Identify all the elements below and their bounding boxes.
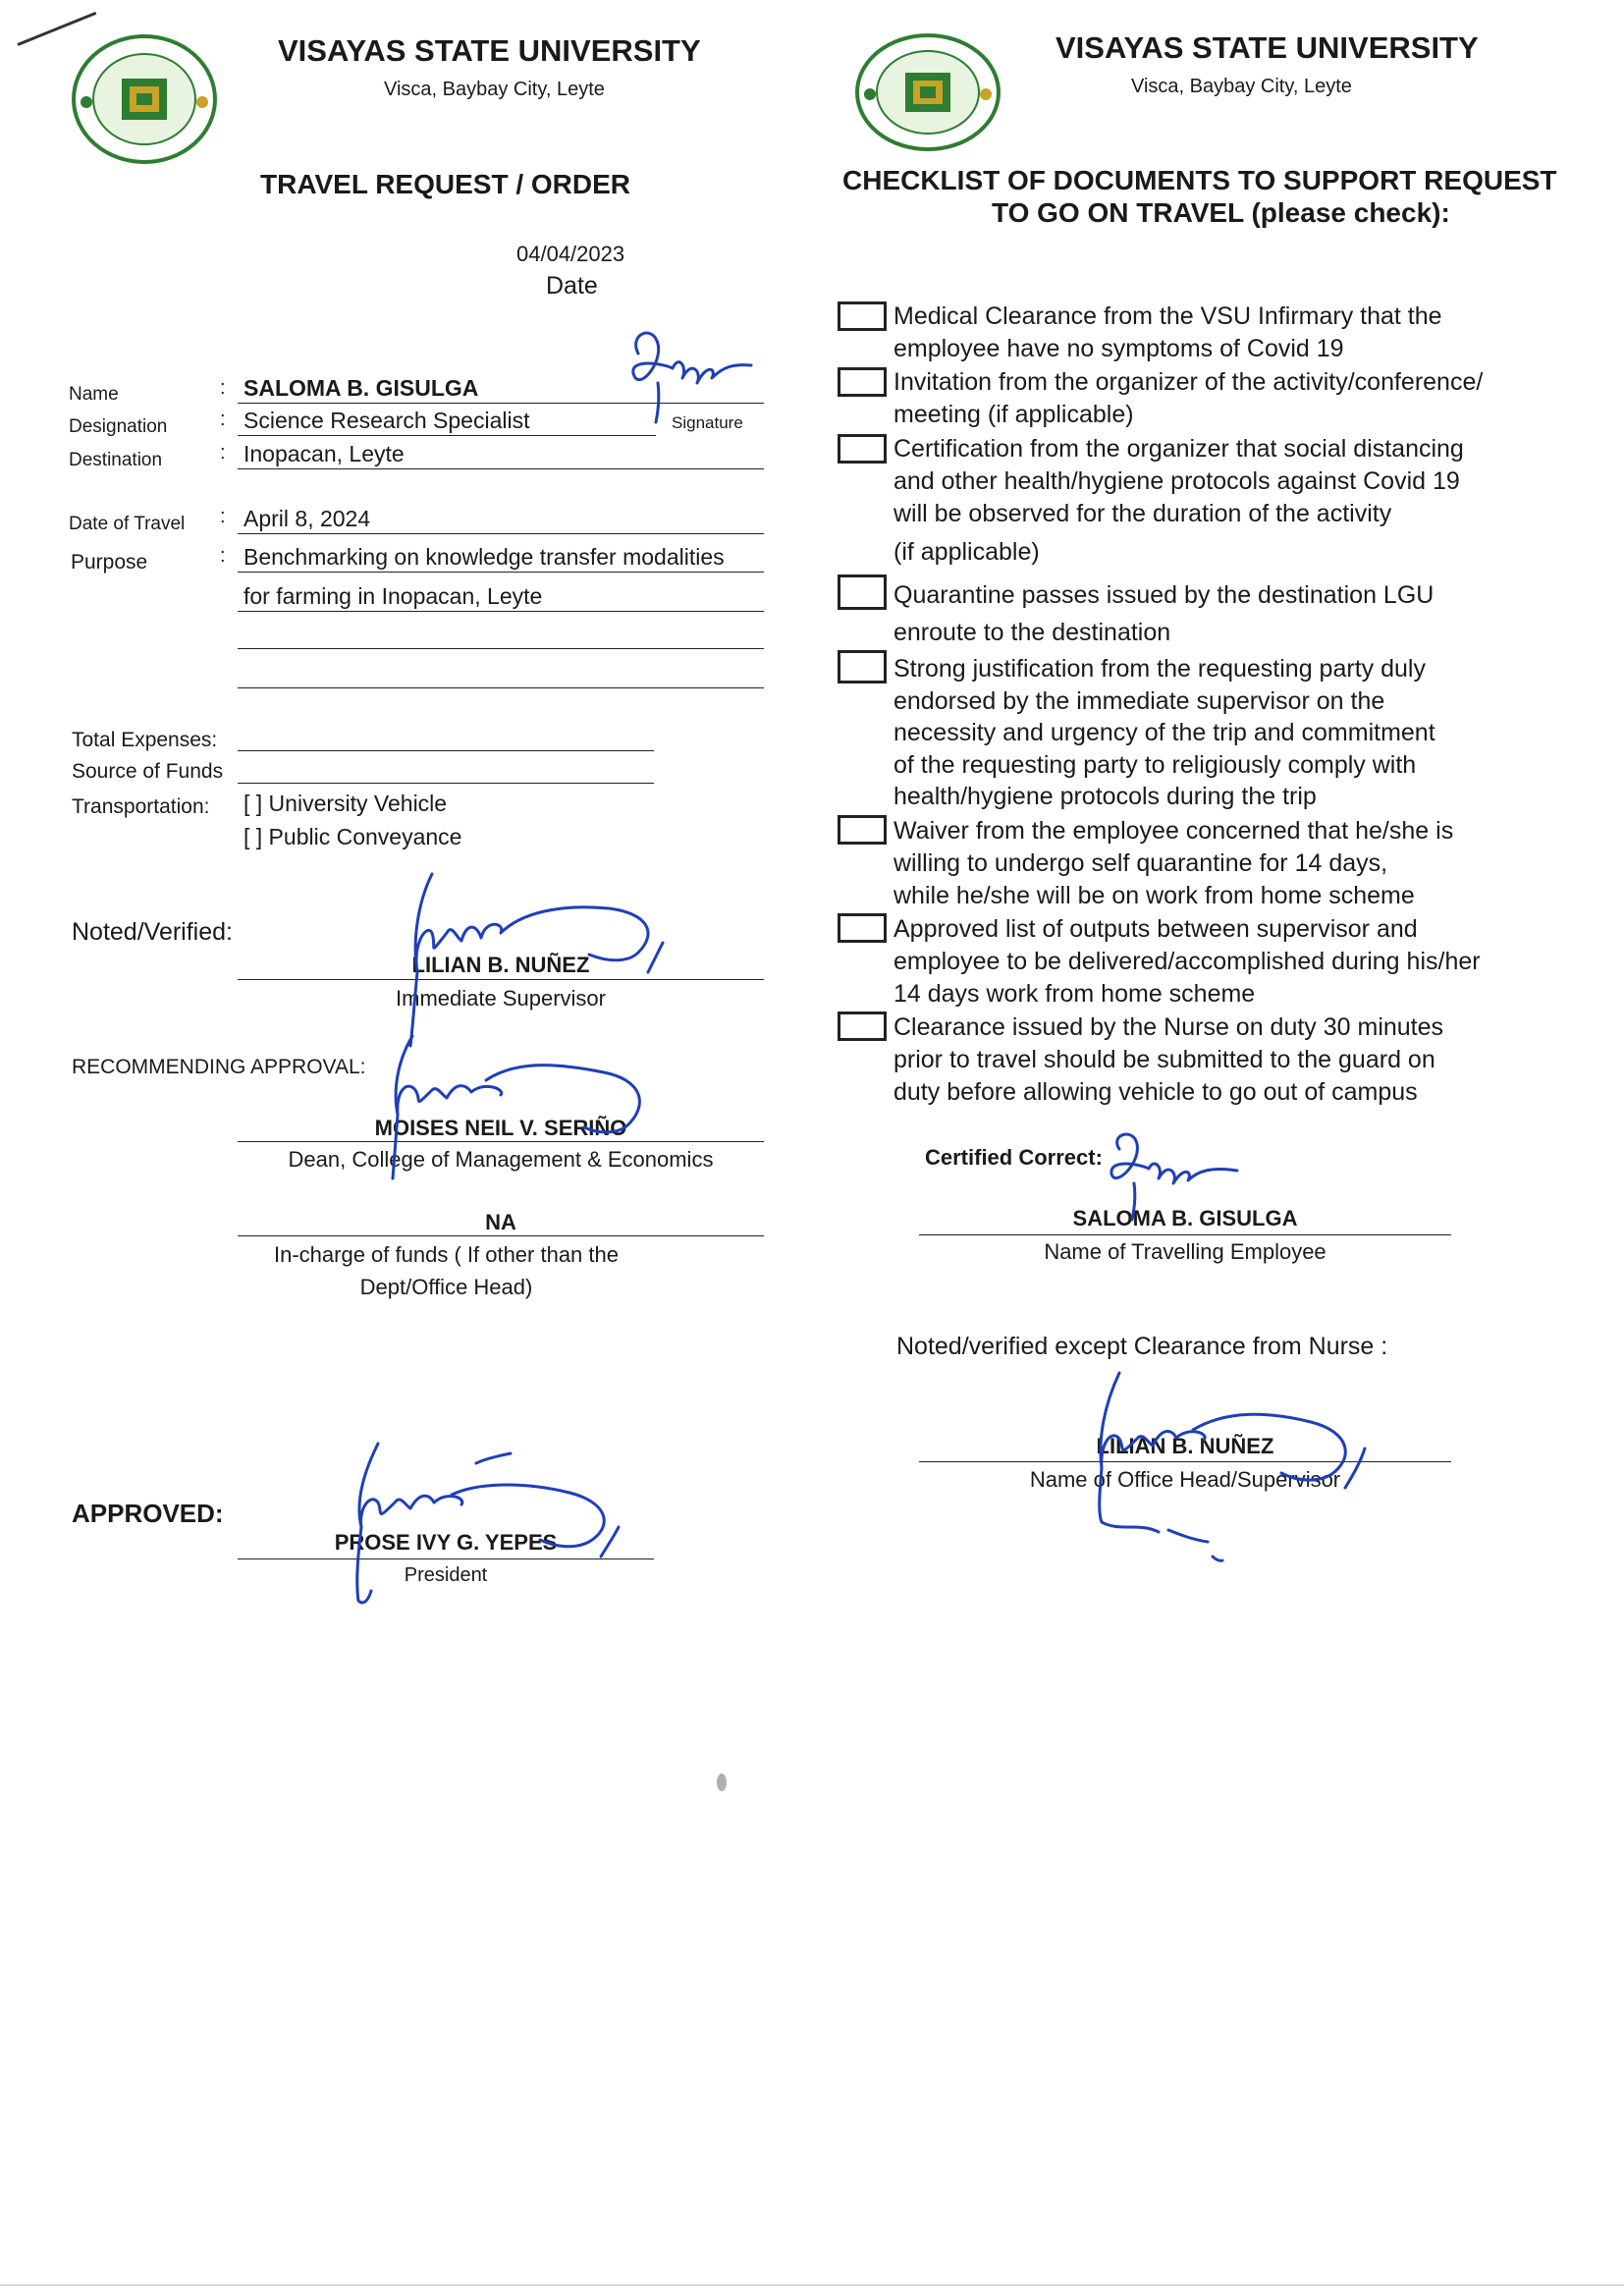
checklist-checkbox-6[interactable] bbox=[838, 815, 887, 845]
purpose-underline-1 bbox=[238, 572, 764, 573]
total-expenses-line bbox=[238, 750, 654, 751]
scan-speck bbox=[717, 1774, 727, 1791]
checklist-item-6: Waiver from the employee concerned that he/she is willing to undergo self quarantine for 14 days, while he/she will be on work from home scheme bbox=[893, 817, 1454, 909]
checklist-item-3: Certification from the organizer that social distancing and other health/hygiene protocols against Covid 19 will be observed for the duration of the activity (if applicable) bbox=[893, 435, 1464, 566]
date-of-travel-value: April 8, 2024 bbox=[244, 506, 371, 531]
travelling-employee-title: Name of Travelling Employee bbox=[1044, 1239, 1326, 1264]
funds-in-charge-title-1: In-charge of funds ( If other than the bbox=[274, 1242, 619, 1267]
checklist-item-2: Invitation from the organizer of the activity/conference/ meeting (if applicable) bbox=[893, 368, 1484, 428]
transport-option-public-conveyance: [ ] Public Conveyance bbox=[244, 824, 462, 849]
purpose-underline-4 bbox=[238, 687, 764, 688]
office-head-name: LILIAN B. NUÑEZ bbox=[1096, 1434, 1274, 1458]
name-value: SALOMA B. GISULGA bbox=[244, 375, 479, 401]
purpose-underline-3 bbox=[238, 648, 764, 649]
checklist-checkbox-3[interactable] bbox=[838, 434, 887, 464]
signature-gisulga-top bbox=[619, 324, 766, 432]
supervisor-title: Immediate Supervisor bbox=[396, 986, 606, 1011]
signature-nunez-left bbox=[393, 864, 687, 1051]
university-name-right: VISAYAS STATE UNIVERSITY bbox=[1056, 30, 1479, 65]
university-address-right: Visca, Baybay City, Leyte bbox=[1131, 76, 1352, 97]
checklist-checkbox-1[interactable] bbox=[838, 301, 887, 331]
form-date-value: 04/04/2023 bbox=[516, 242, 625, 266]
purpose-colon: : bbox=[220, 545, 226, 567]
checklist-checkbox-5[interactable] bbox=[838, 650, 887, 683]
travelling-employee-line bbox=[919, 1234, 1451, 1235]
noted-verified-except-label: Noted/verified except Clearance from Nurse : bbox=[896, 1333, 1388, 1360]
transport-option-university-vehicle: [ ] University Vehicle bbox=[244, 791, 448, 816]
form-title: TRAVEL REQUEST / ORDER bbox=[260, 169, 631, 199]
signature-nunez-office-head bbox=[1080, 1365, 1375, 1581]
purpose-label: Purpose bbox=[71, 551, 148, 574]
university-seal-left bbox=[71, 33, 218, 165]
destination-label: Destination bbox=[69, 450, 163, 470]
funds-in-charge-value: NA bbox=[485, 1210, 516, 1234]
university-seal-right bbox=[854, 31, 1001, 153]
name-label: Name bbox=[69, 384, 119, 405]
funds-in-charge-title-2: Dept/Office Head) bbox=[359, 1275, 533, 1299]
designation-label: Designation bbox=[69, 416, 168, 437]
date-of-travel-line bbox=[238, 533, 764, 534]
checklist-title-line-2: TO GO ON TRAVEL (please check): bbox=[992, 197, 1450, 228]
checklist-checkbox-7[interactable] bbox=[838, 913, 887, 943]
office-head-title: Name of Office Head/Supervisor bbox=[1029, 1467, 1341, 1492]
approved-label: APPROVED: bbox=[72, 1499, 224, 1528]
page-bottom-edge bbox=[0, 2284, 1624, 2286]
signature-gisulga-certified bbox=[1090, 1129, 1247, 1228]
noted-verified-label: Noted/Verified: bbox=[72, 918, 233, 946]
designation-colon: : bbox=[220, 409, 226, 430]
checklist-item-8: Clearance issued by the Nurse on duty 30 minutes prior to travel should be submitted to the guard on duty before allowing vehicle to go out of campus bbox=[893, 1013, 1444, 1106]
date-of-travel-colon: : bbox=[220, 506, 226, 527]
signature-label: Signature bbox=[672, 413, 743, 432]
dean-name: MOISES NEIL V. SERIÑO bbox=[374, 1116, 627, 1140]
transportation-label: Transportation: bbox=[72, 795, 210, 818]
total-expenses-label: Total Expenses: bbox=[72, 729, 218, 751]
source-of-funds-label: Source of Funds bbox=[72, 760, 224, 783]
destination-line bbox=[238, 468, 764, 469]
president-name: PROSE IVY G. YEPES bbox=[334, 1530, 558, 1555]
university-name-left: VISAYAS STATE UNIVERSITY bbox=[278, 33, 701, 68]
funds-in-charge-line bbox=[238, 1235, 764, 1236]
source-of-funds-line bbox=[238, 783, 654, 784]
date-of-travel-label: Date of Travel bbox=[69, 514, 186, 534]
form-date-label: Date bbox=[546, 272, 598, 300]
dean-title: Dean, College of Management & Economics bbox=[288, 1147, 714, 1172]
purpose-line-1: Benchmarking on knowledge transfer modalities bbox=[244, 544, 725, 570]
designation-value: Science Research Specialist bbox=[244, 408, 530, 433]
checklist-item-4: Quarantine passes issued by the destination LGU enroute to the destination bbox=[893, 581, 1435, 646]
president-title: President bbox=[404, 1564, 488, 1586]
checklist-checkbox-4[interactable] bbox=[838, 574, 887, 610]
checklist-title-line-1: CHECKLIST OF DOCUMENTS TO SUPPORT REQUEST bbox=[842, 165, 1557, 195]
destination-colon: : bbox=[220, 442, 226, 464]
travelling-employee-name: SALOMA B. GISULGA bbox=[1072, 1206, 1298, 1230]
certified-correct-label: Certified Correct: bbox=[925, 1145, 1103, 1170]
name-colon: : bbox=[220, 377, 226, 399]
checklist-checkbox-8[interactable] bbox=[838, 1011, 887, 1041]
purpose-underline-2 bbox=[238, 611, 764, 612]
signature-nunez-recommending bbox=[378, 1031, 663, 1188]
checklist-item-5: Strong justification from the requesting party duly endorsed by the immediate supervisor on the necessity and urgency of the trip and commitment of the requesting party to religiously comply with health/hygiene protocols during the trip bbox=[893, 655, 1435, 810]
recommending-approval-label: RECOMMENDING APPROVAL: bbox=[72, 1056, 366, 1078]
signature-yepes bbox=[334, 1434, 628, 1611]
destination-value: Inopacan, Leyte bbox=[244, 441, 405, 466]
university-address-left: Visca, Baybay City, Leyte bbox=[384, 79, 605, 100]
checklist-checkbox-2[interactable] bbox=[838, 367, 887, 397]
checklist-item-1: Medical Clearance from the VSU Infirmary that the employee have no symptoms of Covid 19 bbox=[893, 302, 1442, 362]
purpose-line-2: for farming in Inopacan, Leyte bbox=[244, 583, 543, 609]
designation-line bbox=[238, 435, 656, 436]
checklist-item-7: Approved list of outputs between supervisor and employee to be delivered/accomplished during his/her 14 days work from home scheme bbox=[893, 915, 1481, 1008]
supervisor-name: LILIAN B. NUÑEZ bbox=[411, 953, 590, 977]
